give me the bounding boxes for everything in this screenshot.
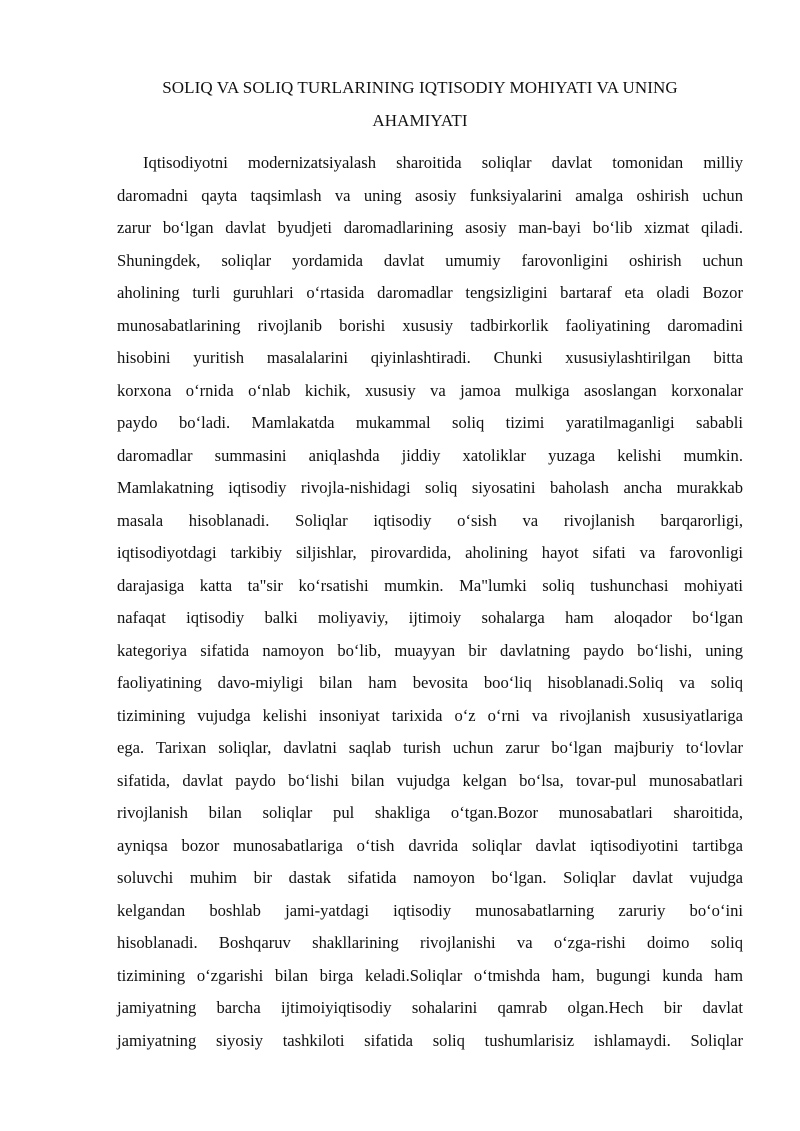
paragraph-line: Shuningdek, soliqlar yordamida davlat umumiy farovonligini oshirish uchun — [117, 250, 743, 270]
paragraph-line: faoliyatining davo-miyligi bilan ham bevosita boo‘liq hisoblanadi.Soliq va soliq — [117, 673, 743, 692]
paragraph-line: nafaqat iqtisodiy balki moliyaviy, ijtimoiy sohalarga ham aloqador bo‘lgan — [117, 608, 743, 627]
paragraph-line: daromadni qayta taqsimlash va uning asosiy funksiyalarini amalga oshirish uchun — [117, 185, 743, 205]
paragraph-line: hisobini yuritish masalalarini qiyinlashtiradi. Chunki xususiylashtirilgan bitta — [117, 348, 743, 367]
paragraph-line: tizimining o‘zgarishi bilan birga keladi.Soliqlar o‘tmishda ham, bugungi kunda ham — [117, 965, 743, 985]
paragraph-line: darajasiga katta ta"sir ko‘rsatishi mumkin. Ma"lumki soliq tushunchasi mohiyati — [117, 575, 743, 595]
paragraph-line: korxona o‘rnida o‘nlab kichik, xususiy va jamoa mulkiga asoslangan korxonalar — [117, 380, 743, 400]
paragraph-line: tizimining vujudga kelishi insoniyat tarixida o‘z o‘rni va rivojlanish xususiyatlariga — [117, 705, 743, 725]
paragraph-line: jamiyatning siyosiy tashkiloti sifatida soliq tushumlarisiz ishlamaydi. Soliqlar — [117, 1030, 743, 1050]
paragraph-line: paydo bo‘ladi. Mamlakatda mukammal soliq tizimi yaratilmaganligi sababli — [117, 413, 743, 432]
paragraph-line: ega. Tarixan soliqlar, davlatni saqlab turish uchun zarur bo‘lgan majburiy to‘lovlar — [117, 738, 743, 757]
paragraph-line: kategoriya sifatida namoyon bo‘lib, muayyan bir davlatning paydo bo‘lishi, uning — [117, 640, 743, 660]
paragraph-line: daromadlar summasini aniqlashda jiddiy xatoliklar yuzaga kelishi mumkin. — [117, 445, 743, 465]
paragraph-line: munosabatlarining rivojlanib borishi xususiy tadbirkorlik faoliyatining daromadini — [117, 315, 743, 335]
paragraph-line: aholining turli guruhlari o‘rtasida daromadlar tengsizligini bartaraf eta oladi Bozor — [117, 283, 743, 302]
paragraph-line: Mamlakatning iqtisodiy rivojla-nishidagi soliq siyosatini baholash ancha murakkab — [117, 478, 743, 497]
document-title-line-2: AHAMIYATI — [372, 111, 468, 130]
paragraph-line: rivojlanish bilan soliqlar pul shakliga o‘tgan.Bozor munosabatlari sharoitida, — [117, 803, 743, 822]
body-paragraph — [117, 147, 743, 1057]
paragraph-line: masala hisoblanadi. Soliqlar iqtisodiy o‘sish va rivojlanish barqarorligi, — [117, 510, 743, 530]
paragraph-line: sifatida, davlat paydo bo‘lishi bilan vujudga kelgan bo‘lsa, tovar-pul munosabatlari — [117, 770, 743, 790]
paragraph-line: hisoblanadi. Boshqaruv shakllarining rivojlanishi va o‘zga-rishi doimo soliq — [117, 933, 743, 952]
paragraph-line: iqtisodiyotdagi tarkibiy siljishlar, pirovardida, aholining hayot sifati va farovonligi — [117, 543, 743, 562]
paragraph-line: jamiyatning barcha ijtimoiyiqtisodiy sohalarini qamrab olgan.Hech bir davlat — [117, 998, 743, 1017]
paragraph-line: kelgandan boshlab jami-yatdagi iqtisodiy munosabatlarning zaruriy bo‘o‘ini — [117, 900, 743, 920]
paragraph-line: Iqtisodiyotni modernizatsiyalash sharoitida soliqlar davlat tomonidan milliy — [143, 153, 743, 172]
paragraph-line: zarur bo‘lgan davlat byudjeti daromadlarining asosiy man-bayi bo‘lib xizmat qiladi. — [117, 218, 743, 237]
paragraph-line: soluvchi muhim bir dastak sifatida namoyon bo‘lgan. Soliqlar davlat vujudga — [117, 868, 743, 887]
paragraph-line: ayniqsa bozor munosabatlariga o‘tish davrida soliqlar davlat iqtisodiyotini tartibga — [117, 835, 743, 855]
document-title-line-1: SOLIQ VA SOLIQ TURLARINING IQTISODIY MOHIYATI VA UNING — [162, 78, 678, 97]
